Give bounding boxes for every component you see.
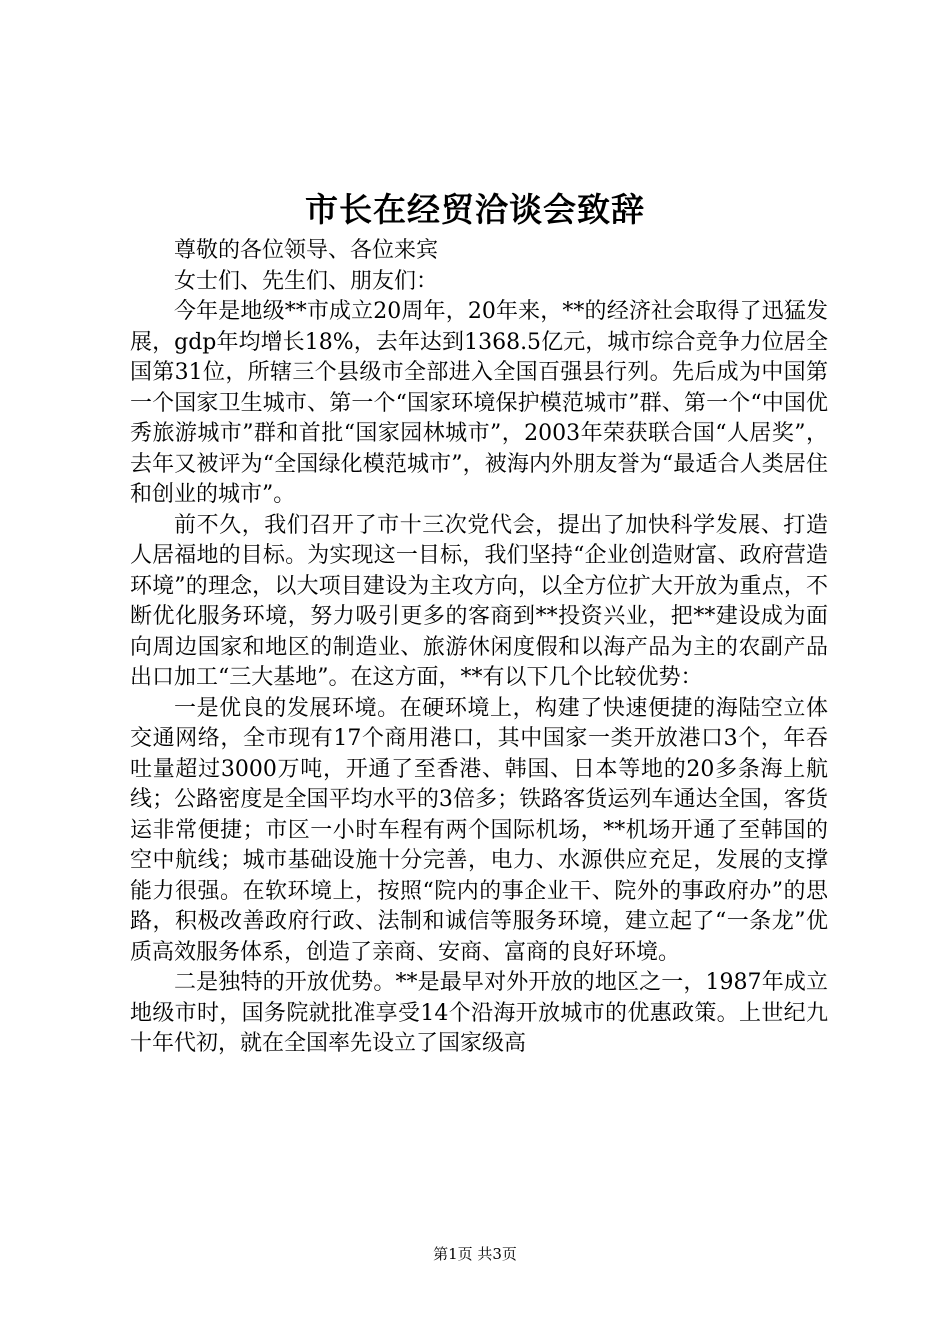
- body-paragraph: 一是优良的发展环境。在硬环境上，构建了快速便捷的海陆空立体交通网络，全市现有17个商用港口，其中国家一类开放港口3个，年吞吐量超过3000万吨，开通了至香港、韩国、日本等地的20多条海上航线；公路密度是全国平均水平的3倍多；铁路客货运列车通达全国，客货运非常便捷；市区一小时车程有两个国际机场，**机场开通了至韩国的空中航线；城市基础设施十分完善，电力、水源供应充足，发展的支撑能力很强。在软环境上，按照“院内的事企业干、院外的事政府办”的思路，积极改善政府行政、法制和诚信等服务环境，建立起了“一条龙”优质高效服务体系，创造了亲商、安商、富商的良好环境。: [130, 695, 828, 965]
- body-paragraph: 前不久，我们召开了市十三次党代会，提出了加快科学发展、打造人居福地的目标。为实现这一目标，我们坚持“企业创造财富、政府营造环境”的理念，以大项目建设为主攻方向，以全方位扩大开放为重点，不断优化服务环境，努力吸引更多的客商到**投资兴业，把**建设成为面向周边国家和地区的制造业、旅游休闲度假和以海产品为主的农副产品出口加工“三大基地”。在这方面，**有以下几个比较优势：: [130, 512, 828, 690]
- body-paragraph: 今年是地级**市成立20周年，20年来，**的经济社会取得了迅猛发展，gdp年均增长18%，去年达到1368.5亿元，城市综合竞争力位居全国第31位，所辖三个县级市全部进入全国百强县行列。先后成为中国第一个国家卫生城市、第一个“国家环境保护模范城市”群、第一个“中国优秀旅游城市”群和首批“国家园林城市”，2003年荣获联合国“人居奖”，去年又被评为“全国绿化模范城市”，被海内外朋友誉为“最适合人类居住和创业的城市”。: [130, 299, 828, 507]
- body-paragraph: 二是独特的开放优势。**是最早对外开放的地区之一，1987年成立地级市时，国务院就批准享受14个沿海开放城市的优惠政策。上世纪九十年代初，就在全国率先设立了国家级高: [130, 970, 828, 1056]
- document-body: [130, 236, 828, 1060]
- greeting-line: 女士们、先生们、朋友们：: [174, 268, 439, 294]
- page-footer: 第1页 共3页: [433, 1245, 517, 1263]
- document-title: 市长在经贸洽谈会致辞: [305, 190, 645, 229]
- greeting-line: 尊敬的各位领导、各位来宾: [174, 238, 439, 263]
